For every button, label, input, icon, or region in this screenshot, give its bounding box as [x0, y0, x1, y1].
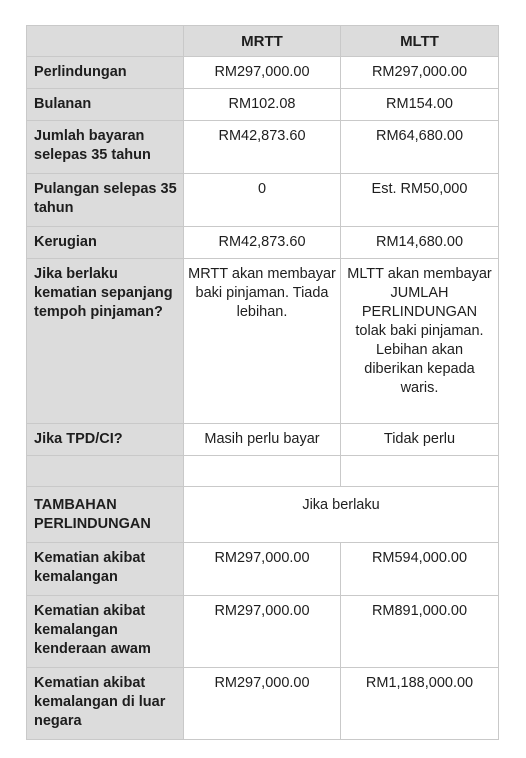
mrtt-value: RM297,000.00: [184, 596, 341, 668]
mrtt-value: RM42,873.60: [184, 121, 341, 174]
spacer-cell: [27, 456, 184, 487]
mrtt-value: RM297,000.00: [184, 543, 341, 596]
mrtt-value: RM297,000.00: [184, 57, 341, 89]
row-label: Kerugian: [27, 227, 184, 259]
mltt-value: RM1,188,000.00: [341, 668, 499, 740]
table-row: [27, 121, 499, 174]
table-row: [27, 227, 499, 259]
row-label: Kematian akibat kemalangan: [27, 543, 184, 596]
table-row: [27, 668, 499, 740]
mrtt-value: 0: [184, 174, 341, 227]
row-label: Perlindungan: [27, 57, 184, 89]
section-label: TAMBAHAN PERLINDUNGAN: [27, 487, 184, 543]
table-row: [27, 89, 499, 121]
table-row: [27, 57, 499, 89]
section-row: [27, 487, 499, 543]
mrtt-value: RM42,873.60: [184, 227, 341, 259]
row-label: Bulanan: [27, 89, 184, 121]
mltt-value: RM891,000.00: [341, 596, 499, 668]
spacer-cell: [184, 456, 341, 487]
header-mltt: MLTT: [341, 26, 499, 57]
mltt-value: RM594,000.00: [341, 543, 499, 596]
mltt-value: MLTT akan membayar JUMLAH PERLINDUNGAN tolak baki pinjaman. Lebihan akan diberikan kepada waris.: [341, 259, 499, 424]
mrtt-value: Masih perlu bayar: [184, 424, 341, 456]
row-label: Kematian akibat kemalangan kenderaan awam: [27, 596, 184, 668]
header-mrtt: MRTT: [184, 26, 341, 57]
table-row: [27, 424, 499, 456]
mltt-value: RM14,680.00: [341, 227, 499, 259]
header-blank-cell: [27, 26, 184, 57]
row-label: Jumlah bayaran selepas 35 tahun: [27, 121, 184, 174]
comparison-table: [26, 25, 499, 740]
mltt-value: RM297,000.00: [341, 57, 499, 89]
header-row: [27, 26, 499, 57]
row-label: Jika TPD/CI?: [27, 424, 184, 456]
row-label: Pulangan selepas 35 tahun: [27, 174, 184, 227]
row-label: Kematian akibat kemalangan di luar negara: [27, 668, 184, 740]
table-row: [27, 174, 499, 227]
table-row: [27, 596, 499, 668]
mltt-value: RM154.00: [341, 89, 499, 121]
mltt-value: Est. RM50,000: [341, 174, 499, 227]
mltt-value: Tidak perlu: [341, 424, 499, 456]
spacer-row: [27, 456, 499, 487]
spacer-cell: [341, 456, 499, 487]
row-label: Jika berlaku kematian sepanjang tempoh pinjaman?: [27, 259, 184, 424]
mltt-value: RM64,680.00: [341, 121, 499, 174]
mrtt-value: MRTT akan membayar baki pinjaman. Tiada lebihan.: [184, 259, 341, 424]
table-row: [27, 543, 499, 596]
mrtt-value: RM102.08: [184, 89, 341, 121]
table-row: [27, 259, 499, 424]
section-note: Jika berlaku: [184, 487, 499, 543]
mrtt-value: RM297,000.00: [184, 668, 341, 740]
